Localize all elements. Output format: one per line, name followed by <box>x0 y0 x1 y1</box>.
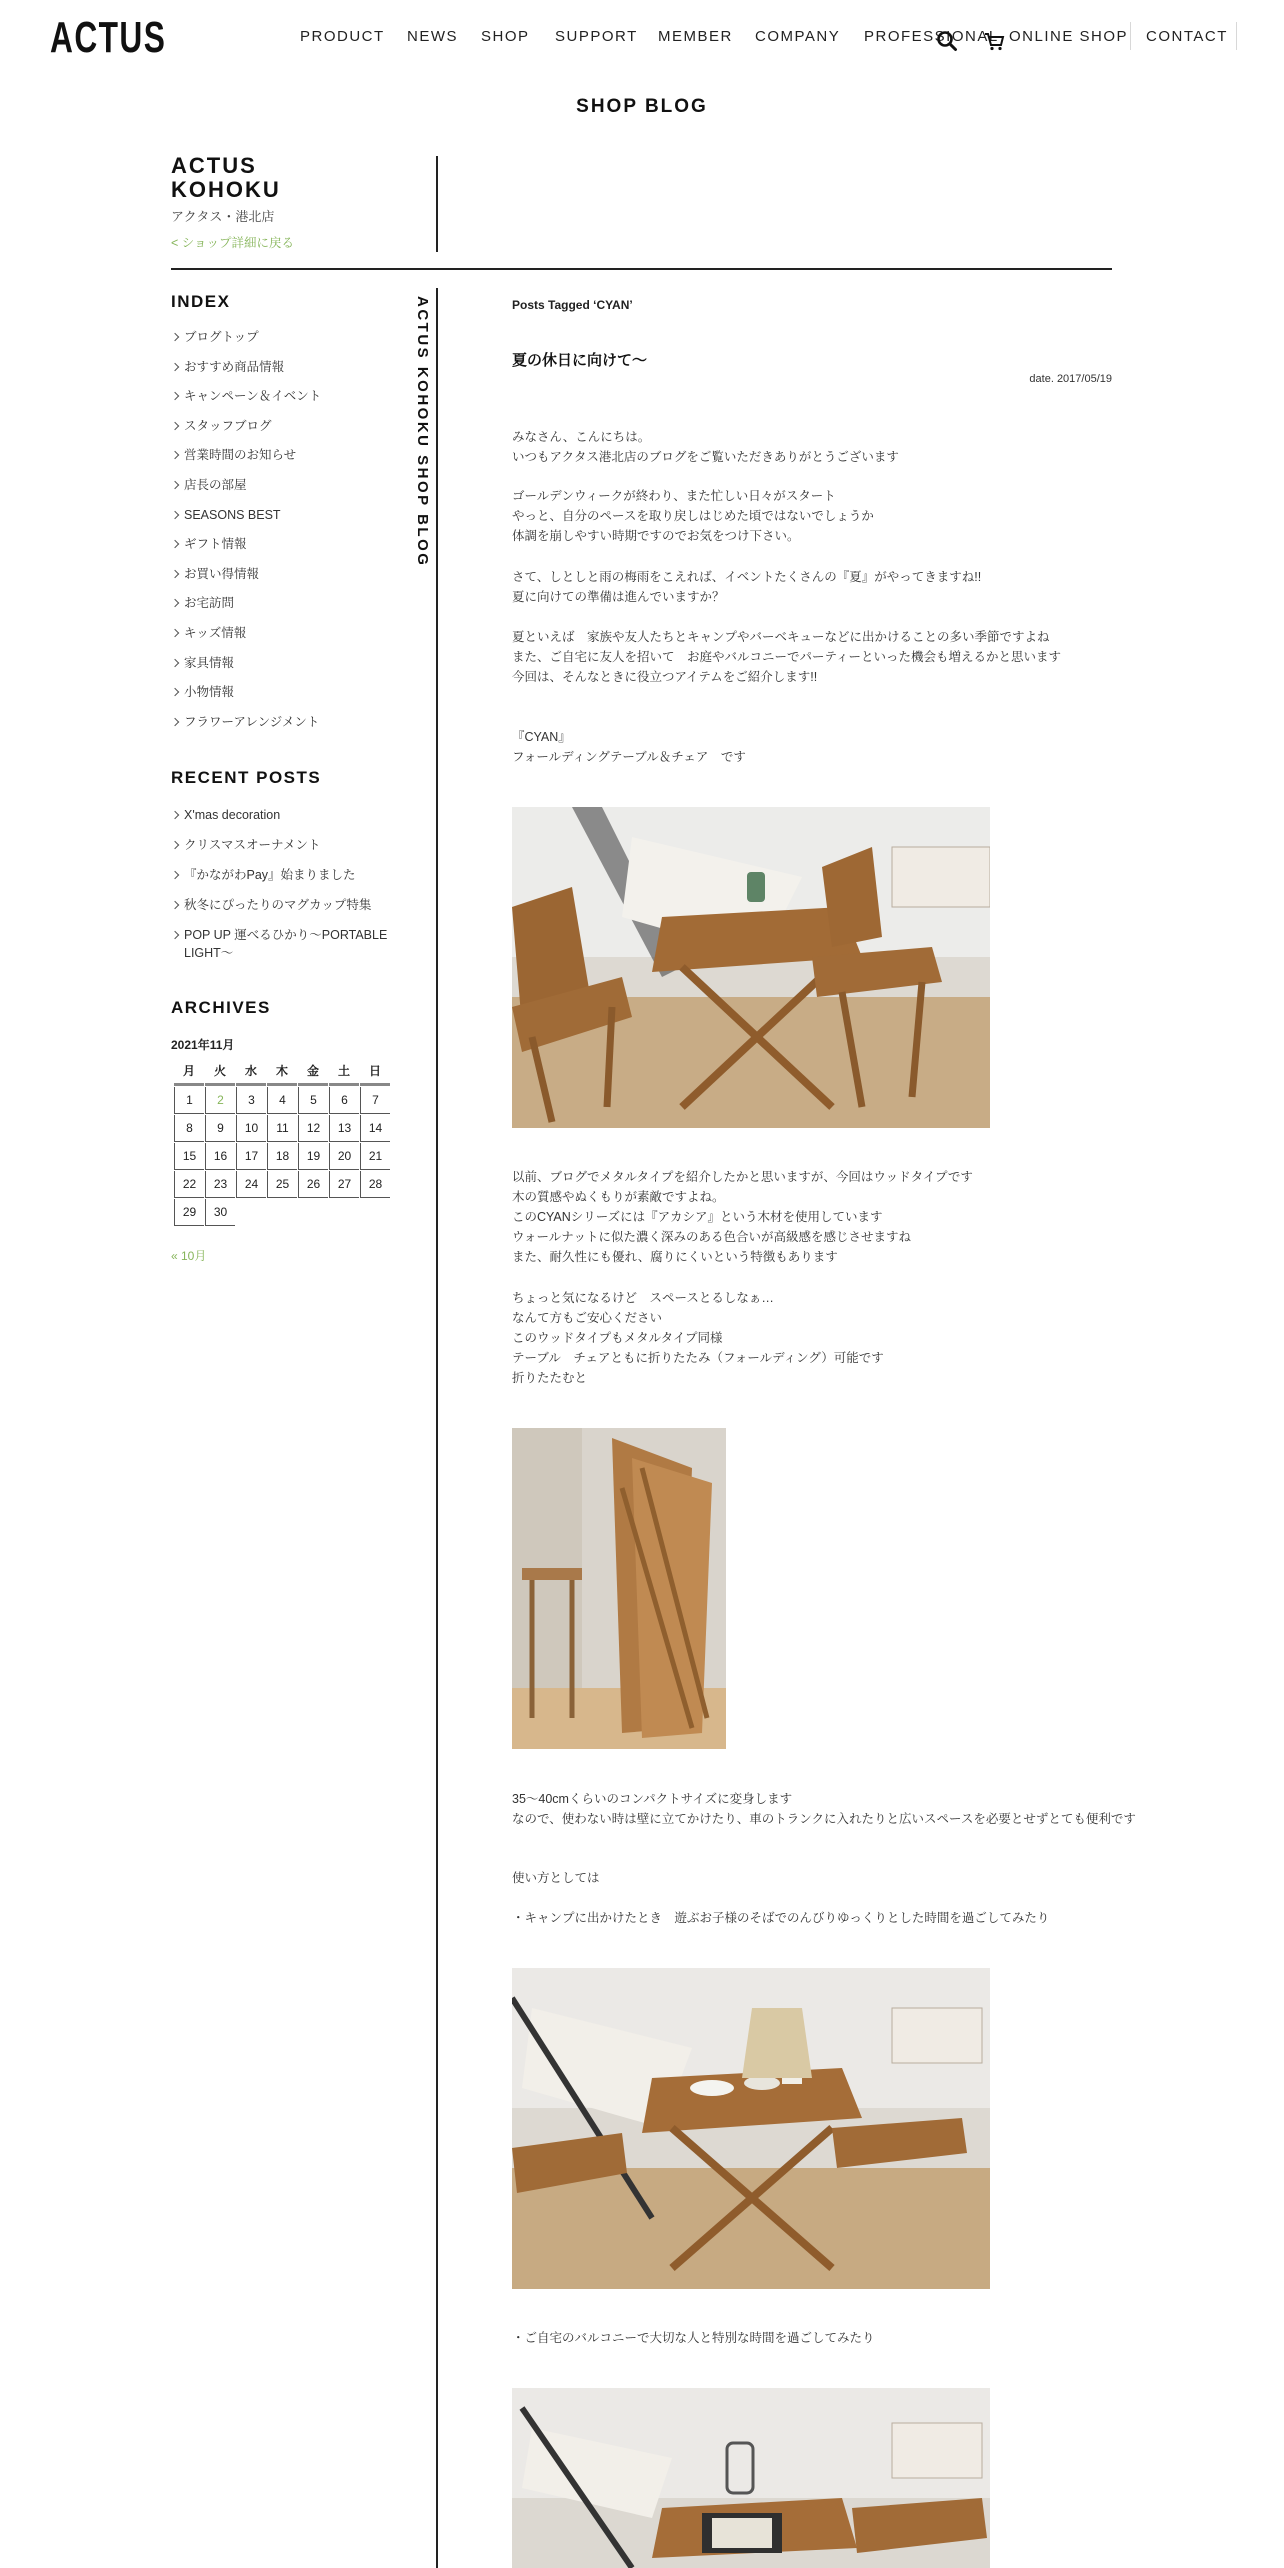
post-date: date. 2017/05/19 <box>1029 373 1112 385</box>
shop-name-ja: アクタス・港北店 <box>171 209 275 224</box>
weekday: 月 <box>174 1057 204 1086</box>
calendar-day: 27 <box>329 1171 359 1198</box>
page-title: SHOP BLOG <box>576 96 708 117</box>
recent-posts-list <box>171 806 396 974</box>
calendar-day: 12 <box>298 1115 328 1142</box>
post-paragraph <box>512 1167 973 1267</box>
calendar-day: 13 <box>329 1115 359 1142</box>
calendar-day: 24 <box>236 1171 266 1198</box>
recent-post-link[interactable]: クリスマスオーナメント <box>171 836 396 854</box>
nav-professional[interactable]: PROFESSIONAL <box>864 28 999 45</box>
calendar-day: 17 <box>236 1143 266 1170</box>
calendar-day: 30 <box>205 1199 235 1226</box>
post-paragraph <box>512 1288 884 1388</box>
weekday: 日 <box>360 1057 390 1086</box>
post-line: このCYANシリーズには『アカシア』という木材を使用しています <box>512 1210 883 1224</box>
post-line: ウォールナットに似た濃く深みのある色合いが高級感を感じさせますね <box>512 1230 912 1244</box>
calendar-day: 9 <box>205 1115 235 1142</box>
calendar-week-row <box>174 1087 390 1114</box>
index-item[interactable]: スタッフブログ <box>171 417 401 447</box>
vertical-blog-title: ACTUS KOHOKU SHOP BLOG <box>414 296 431 568</box>
weekday: 土 <box>329 1057 359 1086</box>
divider-vertical <box>436 288 438 2568</box>
recent-post-link[interactable]: 秋冬にぴったりのマグカップ特集 <box>171 896 396 914</box>
post-paragraph <box>512 567 981 607</box>
calendar-week-row <box>174 1199 390 1226</box>
nav-news[interactable]: NEWS <box>407 28 458 45</box>
archives-heading: ARCHIVES <box>171 998 271 1017</box>
post-line: ・ご自宅のバルコニーで大切な人と特別な時間を過ごしてみたり <box>512 2331 875 2345</box>
nav-support[interactable]: SUPPORT <box>555 28 638 45</box>
photo-balcony-setup <box>512 2388 990 2568</box>
calendar-day: 4 <box>267 1087 297 1114</box>
index-item[interactable]: キッズ情報 <box>171 624 401 654</box>
index-item[interactable]: お宅訪問 <box>171 594 401 624</box>
photo-camping-setup <box>512 1968 990 2289</box>
header-divider <box>1130 22 1131 50</box>
post-line: フォールディングテーブル＆チェア です <box>512 750 746 764</box>
calendar-day: 21 <box>360 1143 390 1170</box>
index-item[interactable]: フラワーアレンジメント <box>171 713 401 743</box>
weekday: 水 <box>236 1057 266 1086</box>
post-paragraph <box>512 627 1061 687</box>
post-line: 『CYAN』 <box>512 730 571 744</box>
calendar-weekday-row <box>174 1057 390 1086</box>
post-line: なんて方もご安心ください <box>512 1311 663 1325</box>
contact-link[interactable]: CONTACT <box>1146 28 1228 45</box>
post-line: みなさん、こんにちは。 <box>512 430 651 444</box>
online-shop-link[interactable]: ONLINE SHOP <box>1009 28 1129 45</box>
index-item[interactable]: 営業時間のお知らせ <box>171 446 401 476</box>
calendar-week-row <box>174 1171 390 1198</box>
calendar-days <box>174 1087 390 1226</box>
index-item[interactable]: お買い得情報 <box>171 565 401 595</box>
post-line: 使い方としては <box>512 1871 600 1885</box>
post-line: ・キャンプに出かけたとき 遊ぶお子様のそばでのんびりゆっくりとした時間を過ごしてみたり <box>512 1911 1050 1925</box>
calendar-day: 16 <box>205 1143 235 1170</box>
weekday: 火 <box>205 1057 235 1086</box>
index-item[interactable]: ブログトップ <box>171 328 401 358</box>
calendar-week-row <box>174 1143 390 1170</box>
post-line: ゴールデンウィークが終わり、また忙しい日々がスタート <box>512 489 836 503</box>
calendar-day: 1 <box>174 1087 204 1114</box>
post-line: また、ご自宅に友人を招いて お庭やバルコニーでパーティーといった機会も増えるかと思います <box>512 650 1062 664</box>
post-line: なので、使わない時は壁に立てかけたり、車のトランクに入れたりと広いスペースを必要とせずとても便利です <box>512 1812 1136 1826</box>
post-line: 体調を崩しやすい時期ですのでお気をつけ下さい。 <box>512 529 800 543</box>
calendar-day: 29 <box>174 1199 204 1226</box>
index-heading: INDEX <box>171 292 231 311</box>
post-line: テーブル チェアともに折りたたみ（フォールディング）可能です <box>512 1351 884 1365</box>
calendar-day: 15 <box>174 1143 204 1170</box>
calendar-day: 19 <box>298 1143 328 1170</box>
cart-icon[interactable] <box>983 30 1005 52</box>
weekday: 木 <box>267 1057 297 1086</box>
recent-post-link[interactable]: X'mas decoration <box>171 806 396 824</box>
calendar-day: 23 <box>205 1171 235 1198</box>
post-line: 35～40cmくらいのコンパクトサイズに変身します <box>512 1792 793 1806</box>
calendar-empty-cell <box>236 1199 266 1226</box>
post-line: また、耐久性にも優れ、腐りにくいという特徴もあります <box>512 1250 838 1264</box>
post-line: 今回は、そんなときに役立つアイテムをご紹介します!! <box>512 670 818 684</box>
index-item[interactable]: キャンペーン＆イベント <box>171 387 401 417</box>
calendar-empty-cell <box>360 1199 390 1226</box>
post-paragraph <box>512 727 746 767</box>
calendar-day: 6 <box>329 1087 359 1114</box>
calendar-day: 11 <box>267 1115 297 1142</box>
search-icon[interactable] <box>936 30 958 52</box>
actus-logo[interactable]: ACTUS <box>50 13 167 62</box>
calendar-prev-month-link[interactable]: « 10月 <box>171 1249 207 1263</box>
calendar-day: 25 <box>267 1171 297 1198</box>
recent-post-link[interactable]: 『かながわPay』始まりました <box>171 866 396 884</box>
index-item[interactable]: 店長の部屋 <box>171 476 401 506</box>
post-line: やっと、自分のペースを取り戻しはじめた頃ではないでしょうか <box>512 509 874 523</box>
calendar-empty-cell <box>298 1199 328 1226</box>
divider-vertical <box>436 156 438 252</box>
calendar-day: 14 <box>360 1115 390 1142</box>
header-divider <box>1236 22 1237 50</box>
calendar-caption: 2021年11月 <box>171 1038 235 1052</box>
calendar-day: 22 <box>174 1171 204 1198</box>
weekday: 金 <box>298 1057 328 1086</box>
calendar-day: 28 <box>360 1171 390 1198</box>
calendar-empty-cell <box>329 1199 359 1226</box>
index-item[interactable]: SEASONS BEST <box>171 506 401 536</box>
post-line: 夏といえば 家族や友人たちとキャンプやバーベキューなどに出かけることの多い季節ですよね <box>512 630 1050 644</box>
archive-calendar <box>173 1056 391 1227</box>
calendar-day[interactable]: 2 <box>205 1087 235 1114</box>
shop-name <box>171 154 281 202</box>
post-line: いつもアクタス港北店のブログをご覧いただきありがとうございます <box>512 450 899 464</box>
post-line: 以前、ブログでメタルタイプを紹介したかと思いますが、今回はウッドタイプです <box>512 1170 973 1184</box>
calendar-day: 18 <box>267 1143 297 1170</box>
post-line: さて、しとしと雨の梅雨をこえれば、イベントたくさんの『夏』がやってきますね!! <box>512 570 982 584</box>
recent-post-link[interactable]: POP UP 運べるひかり～PORTABLE LIGHT～ <box>171 926 396 962</box>
calendar-empty-cell <box>267 1199 297 1226</box>
calendar-day: 8 <box>174 1115 204 1142</box>
calendar-day: 26 <box>298 1171 328 1198</box>
calendar-day: 10 <box>236 1115 266 1142</box>
calendar-day: 20 <box>329 1143 359 1170</box>
post-title[interactable]: 夏の休日に向けて～ <box>512 352 648 369</box>
index-list <box>171 328 401 742</box>
calendar-week-row <box>174 1115 390 1142</box>
recent-posts-heading: RECENT POSTS <box>171 768 322 787</box>
index-item[interactable]: 家具情報 <box>171 654 401 684</box>
post-paragraph <box>512 1908 1049 1928</box>
index-item[interactable]: おすすめ商品情報 <box>171 358 401 388</box>
back-to-shop-link[interactable]: < ショップ詳細に戻る <box>171 236 295 250</box>
post-line: このウッドタイプもメタルタイプ同様 <box>512 1331 723 1345</box>
shop-name-line1: ACTUS <box>171 153 257 178</box>
divider-horizontal <box>171 268 1112 270</box>
calendar-day: 5 <box>298 1087 328 1114</box>
post-paragraph <box>512 486 874 546</box>
post-line: 夏に向けての準備は進んでいますか？ <box>512 590 725 604</box>
post-paragraph <box>512 1789 1136 1829</box>
post-line: 折りたたむと <box>512 1371 588 1385</box>
site-header <box>0 0 1284 78</box>
photo-folded-chairs <box>512 1428 726 1749</box>
tag-heading: Posts Tagged ‘CYAN’ <box>512 298 633 312</box>
post-paragraph <box>512 1868 600 1888</box>
post-paragraph <box>512 427 899 467</box>
index-item[interactable]: 小物情報 <box>171 683 401 713</box>
post-line: 木の質感やぬくもりが素敵ですよね。 <box>512 1190 725 1204</box>
index-item[interactable]: ギフト情報 <box>171 535 401 565</box>
calendar-day: 3 <box>236 1087 266 1114</box>
nav-company[interactable]: COMPANY <box>755 28 841 45</box>
calendar-day: 7 <box>360 1087 390 1114</box>
shop-name-line2: KOHOKU <box>171 177 281 202</box>
post-line: ちょっと気になるけど スペースとるしなぁ… <box>512 1291 774 1305</box>
nav-product[interactable]: PRODUCT <box>300 28 385 45</box>
photo-table-chairs <box>512 807 990 1128</box>
nav-member[interactable]: MEMBER <box>658 28 733 45</box>
nav-shop[interactable]: SHOP <box>481 28 530 45</box>
post-paragraph <box>512 2328 875 2348</box>
